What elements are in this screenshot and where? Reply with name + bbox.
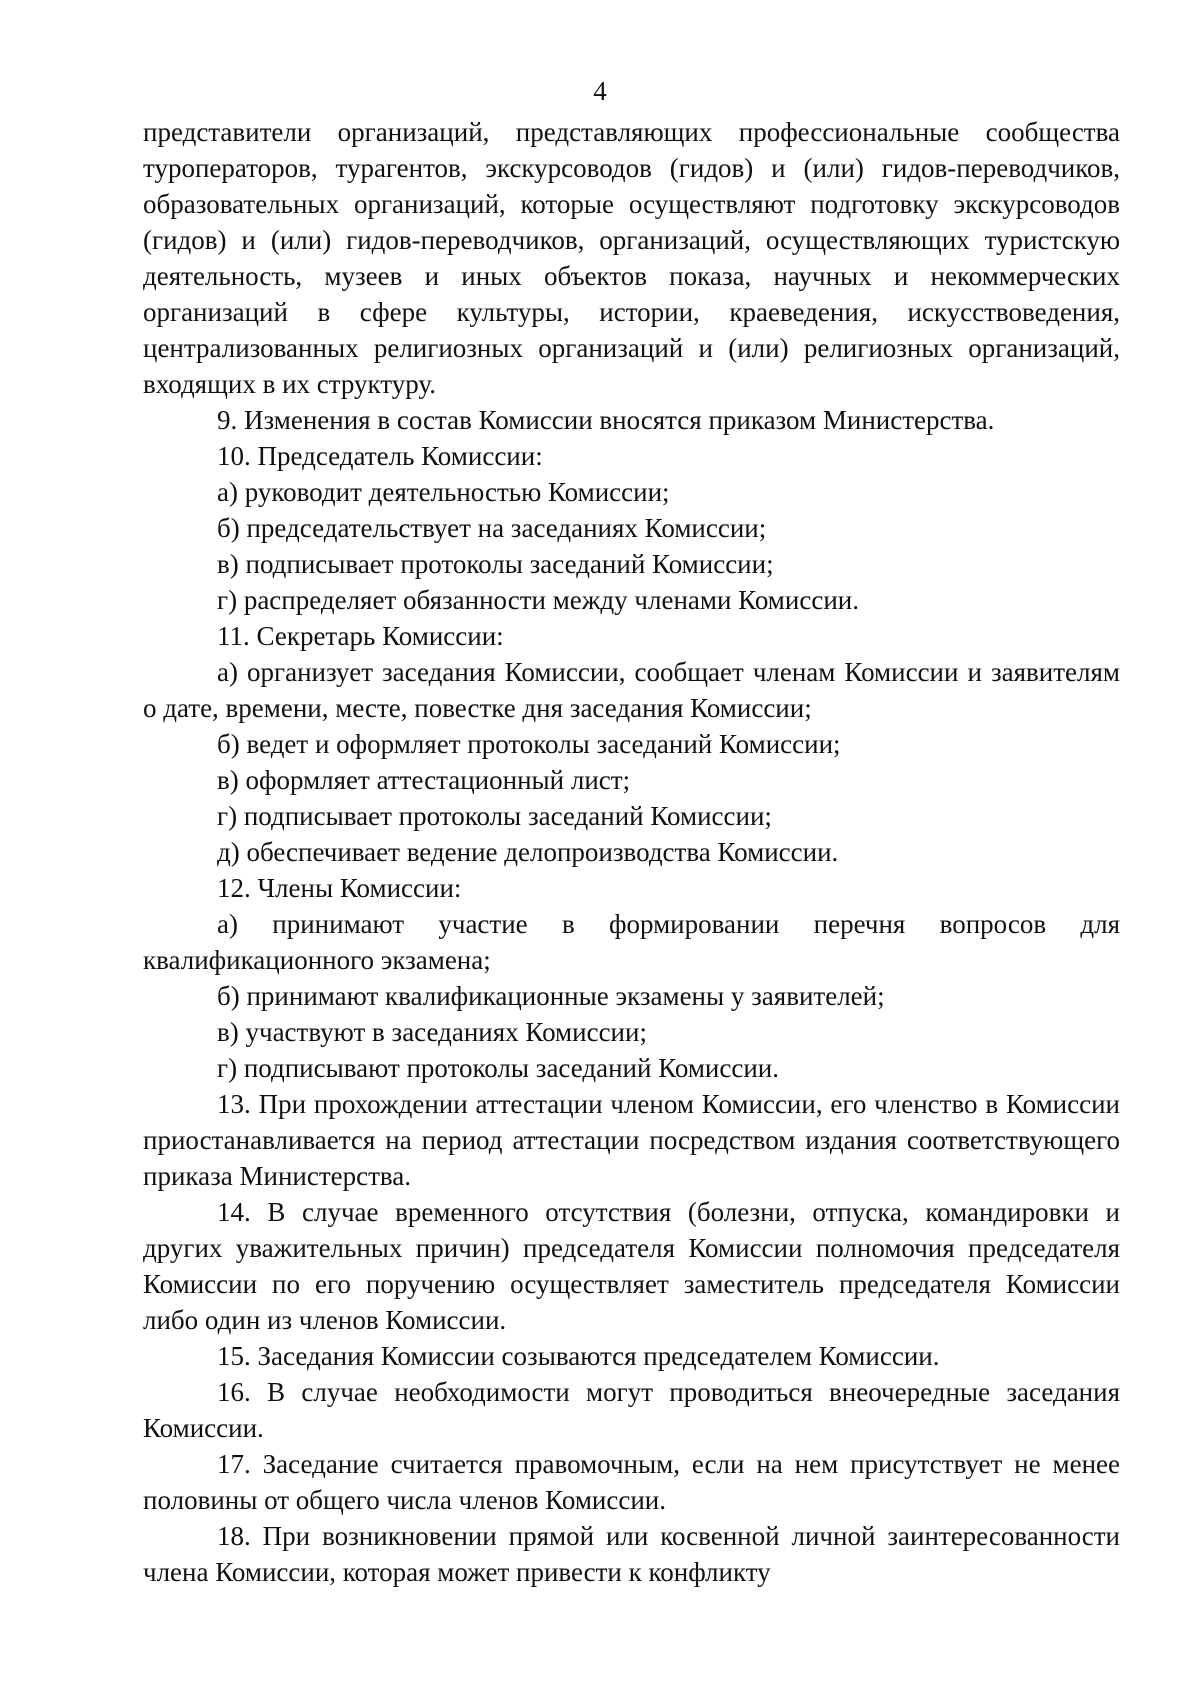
paragraph-9: 9. Изменения в состав Комиссии вносятся приказом Министерства. — [217, 405, 995, 435]
paragraph-10-b: б) председательствует на заседаниях Комиссии; — [217, 513, 767, 543]
paragraph-11-g: г) подписывает протоколы заседаний Комиссии; — [217, 801, 772, 831]
paragraph-12-a: а) принимают участие в формировании перечня вопросов для квалификационного экзамена; — [143, 909, 1120, 975]
paragraph-15: 15. Заседания Комиссии созываются председателем Комиссии. — [217, 1341, 940, 1371]
paragraph-8-continuation: представители организаций, представляющих профессиональные сообщества туроператоров, турагентов, экскурсоводов (гидов) и (или) гидов-переводчиков, образовательных организаций, которые осуществляют подготовку экскурсоводов (гидов) и (или) гидов-переводчиков, организаций, осуществляющих туристскую деятельность, музеев и иных объектов показа, научных и некоммерческих организаций в сфере культуры, истории, краеведения, искусствоведения, централизованных религиозных организаций и (или) религиозных организаций, входящих в их структуру. — [143, 117, 1120, 399]
paragraph-11-v: в) оформляет аттестационный лист; — [217, 765, 631, 795]
document-body — [143, 114, 1120, 1590]
page-number: 4 — [593, 76, 607, 106]
paragraph-11: 11. Секретарь Комиссии: — [217, 621, 504, 651]
paragraph-11-d: д) обеспечивает ведение делопроизводства Комиссии. — [217, 837, 839, 867]
paragraph-10: 10. Председатель Комиссии: — [217, 441, 543, 471]
paragraph-14: 14. В случае временного отсутствия (болезни, отпуска, командировки и других уважительных причин) председателя Комиссии полномочия председателя Комиссии по его поручению осуществляет заместитель председателя Комиссии либо один из членов Комиссии. — [143, 1197, 1120, 1335]
paragraph-13: 13. При прохождении аттестации членом Комиссии, его членство в Комиссии приостанавливается на период аттестации посредством издания соответствующего приказа Министерства. — [143, 1089, 1120, 1191]
paragraph-11-a: а) организует заседания Комиссии, сообщает членам Комиссии и заявителям о дате, времени, месте, повестке дня заседания Комиссии; — [143, 657, 1120, 723]
paragraph-10-g: г) распределяет обязанности между членами Комиссии. — [217, 585, 859, 615]
paragraph-12: 12. Члены Комиссии: — [217, 873, 462, 903]
paragraph-12-b: б) принимают квалификационные экзамены у заявителей; — [217, 981, 885, 1011]
paragraph-12-v: в) участвуют в заседаниях Комиссии; — [217, 1017, 647, 1047]
paragraph-10-a: а) руководит деятельностью Комиссии; — [217, 477, 670, 507]
paragraph-10-v: в) подписывает протоколы заседаний Комиссии; — [217, 549, 774, 579]
paragraph-11-b: б) ведет и оформляет протоколы заседаний Комиссии; — [217, 729, 841, 759]
paragraph-18: 18. При возникновении прямой или косвенной личной заинтересованности члена Комиссии, которая может привести к конфликту — [143, 1521, 1120, 1587]
paragraph-16: 16. В случае необходимости могут проводиться внеочередные заседания Комиссии. — [143, 1377, 1120, 1443]
paragraph-12-g: г) подписывают протоколы заседаний Комиссии. — [217, 1053, 779, 1083]
paragraph-17: 17. Заседание считается правомочным, если на нем присутствует не менее половины от общего числа членов Комиссии. — [143, 1449, 1120, 1515]
